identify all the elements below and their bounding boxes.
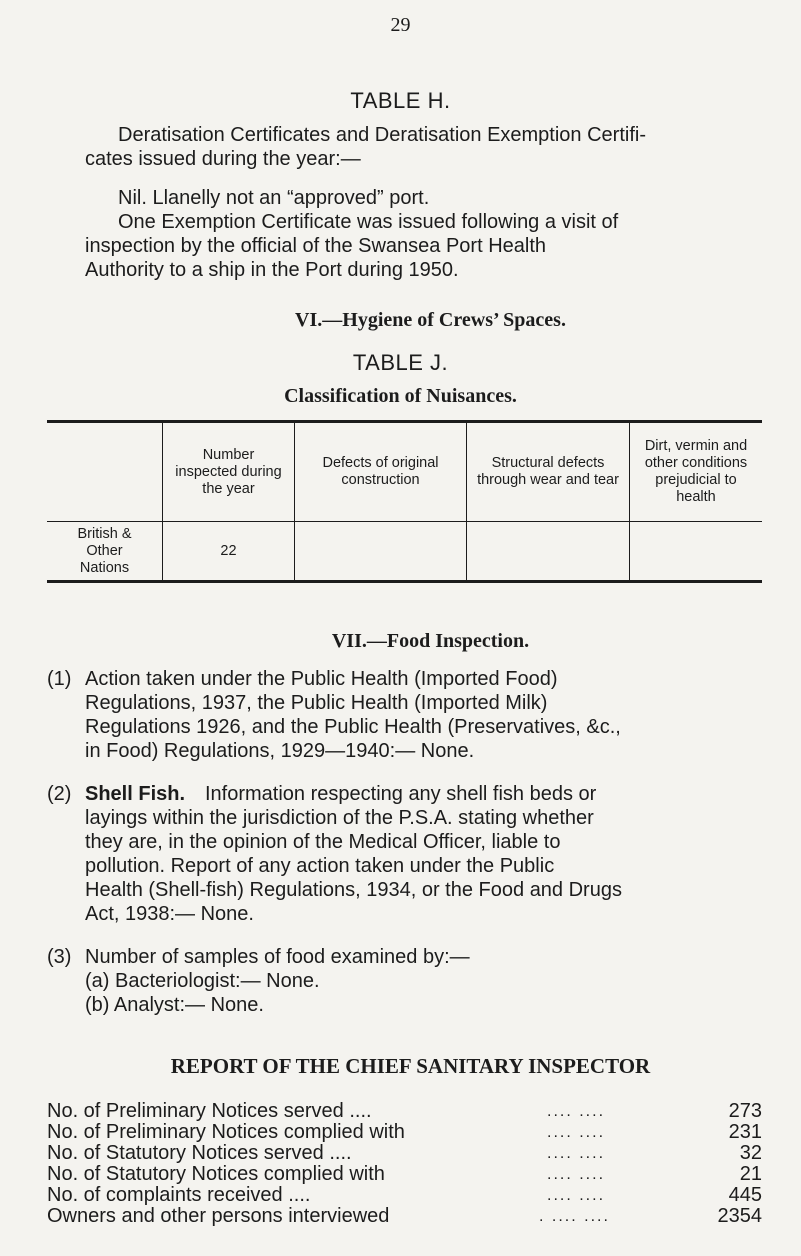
- item3-b: (b) Analyst:— None.: [85, 994, 264, 1016]
- item2-line5: Health (Shell-fish) Regulations, 1934, or the Food and Drugs: [85, 879, 622, 901]
- table-cell: British & Other Nations: [77, 525, 132, 576]
- report-value: 273: [728, 1100, 762, 1122]
- item2-line6: Act, 1938:— None.: [85, 903, 254, 925]
- item3-a: (a) Bacteriologist:— None.: [85, 970, 320, 992]
- list-item: [47, 1164, 762, 1186]
- leader-dots: .... ....: [547, 1103, 606, 1120]
- leader-dots: .... ....: [547, 1187, 606, 1204]
- item3-line1: Number of samples of food examined by:—: [85, 946, 470, 968]
- leader-dots: .... ....: [547, 1166, 606, 1183]
- table-header-cell: Defects of original construction: [295, 423, 467, 522]
- item1-line3: Regulations 1926, and the Public Health (Preservatives, &c.,: [85, 716, 621, 738]
- report-label: No. of complaints received ....: [47, 1184, 311, 1206]
- list-item: [47, 1101, 762, 1123]
- table-header-cell: Structural defects through wear and tear: [467, 423, 630, 522]
- report-label: No. of Preliminary Notices complied with: [47, 1121, 405, 1143]
- table-h-intro-line1: Deratisation Certificates and Deratisation Exemption Certifi-: [118, 124, 646, 146]
- item1-line4: in Food) Regulations, 1929—1940:— None.: [85, 740, 475, 762]
- table-h-p1: Nil. Llanelly not an “approved” port.: [118, 187, 430, 209]
- table-cell: 22: [163, 522, 295, 581]
- table-header-cell: Number inspected during the year: [163, 423, 295, 522]
- list-item: [47, 1143, 762, 1165]
- list-item: [47, 1206, 762, 1228]
- item2-heading: Shell Fish.: [85, 783, 186, 805]
- leader-dots: .... ....: [547, 1145, 606, 1162]
- item2-line4: pollution. Report of any action taken under the Public: [85, 855, 555, 877]
- list-item: [47, 1185, 762, 1207]
- report-label: No. of Preliminary Notices served ....: [47, 1100, 372, 1122]
- table-h-p2-line2: inspection by the official of the Swansea Port Health: [85, 235, 547, 257]
- list-item: [47, 1122, 762, 1144]
- table-header-cell: Dirt, vermin and other conditions prejudicial to health: [630, 423, 763, 522]
- report-label: No. of Statutory Notices complied with: [47, 1163, 385, 1185]
- item1-line1: Action taken under the Public Health (Imported Food): [85, 668, 558, 690]
- table-j-title: TABLE J.: [352, 350, 449, 375]
- item3-number: (3): [47, 946, 72, 968]
- item2-line1: Information respecting any shell fish beds or: [205, 783, 597, 805]
- page-number: 29: [390, 14, 411, 36]
- table-h-p2-line1: One Exemption Certificate was issued following a visit of: [118, 211, 619, 233]
- report-value: 2354: [717, 1205, 762, 1227]
- item2-line3: they are, in the opinion of the Medical Officer, liable to: [85, 831, 561, 853]
- table-cell: [295, 522, 467, 581]
- table-h-p2-line3: Authority to a ship in the Port during 1950.: [85, 259, 459, 281]
- table-j-subtitle: Classification of Nuisances.: [284, 385, 517, 407]
- table-h-intro-line2: cates issued during the year:—: [85, 148, 361, 170]
- leader-dots: .... ....: [547, 1124, 606, 1141]
- nuisances-table: [47, 420, 762, 583]
- section6-title: VI.—Hygiene of Crews’ Spaces.: [295, 309, 566, 331]
- report-label: No. of Statutory Notices served ....: [47, 1142, 352, 1164]
- table-cell: [467, 522, 630, 581]
- item2-line2: layings within the jurisdiction of the P.S.A. stating whether: [85, 807, 594, 829]
- table-h-title: TABLE H.: [350, 88, 451, 113]
- report-value: 231: [728, 1121, 762, 1143]
- table-cell: [630, 522, 763, 581]
- item1-line2: Regulations, 1937, the Public Health (Imported Milk): [85, 692, 548, 714]
- table-row: [47, 522, 762, 581]
- item1-number: (1): [47, 668, 72, 690]
- report-title: REPORT OF THE CHIEF SANITARY INSPECTOR: [170, 1054, 651, 1078]
- report-value: 21: [739, 1163, 762, 1185]
- item2-number: (2): [47, 783, 72, 805]
- report-value: 445: [728, 1184, 762, 1206]
- leader-dots: . .... ....: [539, 1208, 610, 1225]
- section7-title: VII.—Food Inspection.: [331, 630, 530, 652]
- table-header-cell: [47, 423, 163, 522]
- report-label: Owners and other persons interviewed: [47, 1205, 390, 1227]
- report-value: 32: [739, 1142, 762, 1164]
